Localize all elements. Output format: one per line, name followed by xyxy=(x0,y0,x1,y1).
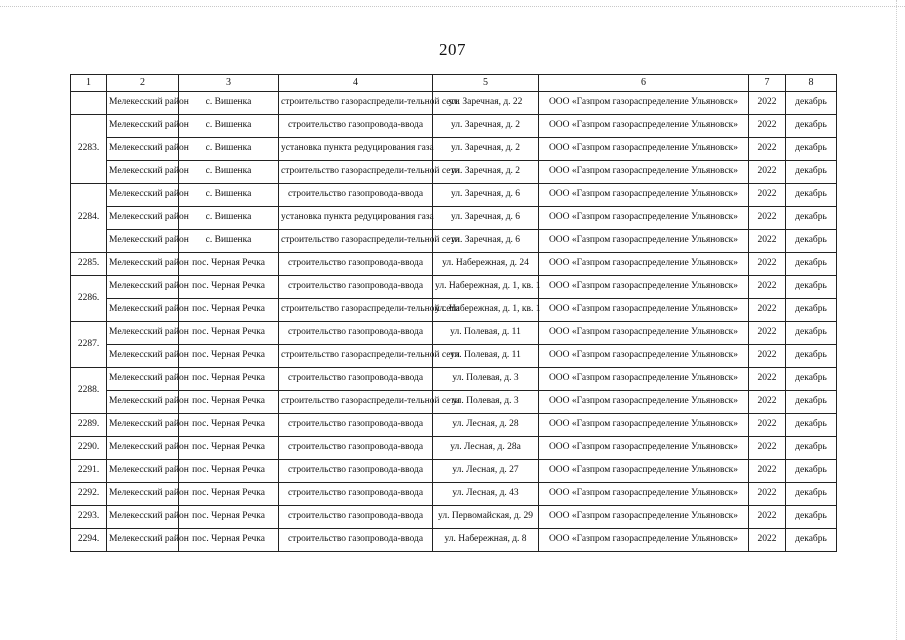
address-cell: ул. Лесная, д. 43 xyxy=(433,483,539,506)
table-row xyxy=(71,276,837,299)
year-cell: 2022 xyxy=(749,506,786,529)
district-cell: Мелекесский район xyxy=(107,207,179,230)
row-number-cell: 2294. xyxy=(71,529,107,552)
gas-works-table xyxy=(70,74,837,552)
operator-cell: ООО «Газпром газораспределение Ульяновск» xyxy=(539,391,749,414)
table-row xyxy=(71,207,837,230)
address-cell: ул. Набережная, д. 8 xyxy=(433,529,539,552)
work-cell: строительство газораспредели-тельной сети xyxy=(279,345,433,368)
address-cell: ул. Полевая, д. 11 xyxy=(433,322,539,345)
locality-cell: с. Вишенка xyxy=(179,115,279,138)
table-row xyxy=(71,368,837,391)
locality-cell: пос. Черная Речка xyxy=(179,322,279,345)
operator-cell: ООО «Газпром газораспределение Ульяновск» xyxy=(539,368,749,391)
operator-cell: ООО «Газпром газораспределение Ульяновск» xyxy=(539,345,749,368)
header-row xyxy=(71,75,837,92)
district-cell: Мелекесский район xyxy=(107,391,179,414)
address-cell: ул. Заречная, д. 2 xyxy=(433,115,539,138)
address-cell: ул. Набережная, д. 1, кв. 1 xyxy=(433,299,539,322)
scan-edge-top xyxy=(0,6,905,7)
month-cell: декабрь xyxy=(786,368,837,391)
work-cell: строительство газопровода-ввода xyxy=(279,368,433,391)
row-number-cell: 2290. xyxy=(71,437,107,460)
table-row xyxy=(71,92,837,115)
work-cell: строительство газораспредели-тельной сети xyxy=(279,391,433,414)
month-cell: декабрь xyxy=(786,138,837,161)
operator-cell: ООО «Газпром газораспределение Ульяновск» xyxy=(539,483,749,506)
locality-cell: с. Вишенка xyxy=(179,138,279,161)
row-number-cell: 2292. xyxy=(71,483,107,506)
locality-cell: с. Вишенка xyxy=(179,207,279,230)
year-cell: 2022 xyxy=(749,414,786,437)
district-cell: Мелекесский район xyxy=(107,345,179,368)
operator-cell: ООО «Газпром газораспределение Ульяновск» xyxy=(539,276,749,299)
month-cell: декабрь xyxy=(786,253,837,276)
table-row xyxy=(71,437,837,460)
operator-cell: ООО «Газпром газораспределение Ульяновск» xyxy=(539,529,749,552)
locality-cell: пос. Черная Речка xyxy=(179,460,279,483)
month-cell: декабрь xyxy=(786,322,837,345)
table-row xyxy=(71,138,837,161)
locality-cell: пос. Черная Речка xyxy=(179,345,279,368)
header-cell-2: 2 xyxy=(107,75,179,92)
work-cell: строительство газораспредели-тельной сети xyxy=(279,161,433,184)
year-cell: 2022 xyxy=(749,230,786,253)
operator-cell: ООО «Газпром газораспределение Ульяновск» xyxy=(539,115,749,138)
month-cell: декабрь xyxy=(786,414,837,437)
month-cell: декабрь xyxy=(786,506,837,529)
work-cell: установка пункта редуцирования газа xyxy=(279,207,433,230)
district-cell: Мелекесский район xyxy=(107,230,179,253)
address-cell: ул. Набережная, д. 24 xyxy=(433,253,539,276)
row-number-cell xyxy=(71,92,107,115)
header-cell-1: 1 xyxy=(71,75,107,92)
address-cell: ул. Первомайская, д. 29 xyxy=(433,506,539,529)
work-cell: строительство газопровода-ввода xyxy=(279,414,433,437)
address-cell: ул. Лесная, д. 28 xyxy=(433,414,539,437)
year-cell: 2022 xyxy=(749,529,786,552)
year-cell: 2022 xyxy=(749,299,786,322)
district-cell: Мелекесский район xyxy=(107,506,179,529)
district-cell: Мелекесский район xyxy=(107,483,179,506)
month-cell: декабрь xyxy=(786,230,837,253)
address-cell: ул. Заречная, д. 22 xyxy=(433,92,539,115)
district-cell: Мелекесский район xyxy=(107,184,179,207)
year-cell: 2022 xyxy=(749,207,786,230)
year-cell: 2022 xyxy=(749,138,786,161)
district-cell: Мелекесский район xyxy=(107,276,179,299)
work-cell: строительство газопровода-ввода xyxy=(279,506,433,529)
operator-cell: ООО «Газпром газораспределение Ульяновск» xyxy=(539,92,749,115)
address-cell: ул. Полевая, д. 11 xyxy=(433,345,539,368)
address-cell: ул. Набережная, д. 1, кв. 1 xyxy=(433,276,539,299)
month-cell: декабрь xyxy=(786,299,837,322)
district-cell: Мелекесский район xyxy=(107,414,179,437)
address-cell: ул. Полевая, д. 3 xyxy=(433,368,539,391)
locality-cell: пос. Черная Речка xyxy=(179,391,279,414)
table-row xyxy=(71,529,837,552)
address-cell: ул. Полевая, д. 3 xyxy=(433,391,539,414)
table-row xyxy=(71,115,837,138)
month-cell: декабрь xyxy=(786,276,837,299)
work-cell: строительство газораспредели-тельной сети xyxy=(279,230,433,253)
locality-cell: с. Вишенка xyxy=(179,184,279,207)
row-number-cell: 2289. xyxy=(71,414,107,437)
table-row xyxy=(71,161,837,184)
year-cell: 2022 xyxy=(749,460,786,483)
district-cell: Мелекесский район xyxy=(107,161,179,184)
month-cell: декабрь xyxy=(786,437,837,460)
table-row xyxy=(71,391,837,414)
row-number-cell: 2293. xyxy=(71,506,107,529)
work-cell: строительство газопровода-ввода xyxy=(279,460,433,483)
month-cell: декабрь xyxy=(786,529,837,552)
year-cell: 2022 xyxy=(749,345,786,368)
table-row xyxy=(71,299,837,322)
year-cell: 2022 xyxy=(749,92,786,115)
work-cell: строительство газопровода-ввода xyxy=(279,529,433,552)
address-cell: ул. Заречная, д. 6 xyxy=(433,184,539,207)
locality-cell: пос. Черная Речка xyxy=(179,506,279,529)
district-cell: Мелекесский район xyxy=(107,299,179,322)
table-row xyxy=(71,345,837,368)
work-cell: строительство газопровода-ввода xyxy=(279,253,433,276)
year-cell: 2022 xyxy=(749,368,786,391)
district-cell: Мелекесский район xyxy=(107,138,179,161)
table-row xyxy=(71,483,837,506)
month-cell: декабрь xyxy=(786,391,837,414)
district-cell: Мелекесский район xyxy=(107,322,179,345)
month-cell: декабрь xyxy=(786,115,837,138)
work-cell: строительство газораспредели-тельной сети xyxy=(279,299,433,322)
district-cell: Мелекесский район xyxy=(107,529,179,552)
locality-cell: с. Вишенка xyxy=(179,161,279,184)
work-cell: установка пункта редуцирования газа xyxy=(279,138,433,161)
year-cell: 2022 xyxy=(749,115,786,138)
table-row xyxy=(71,414,837,437)
month-cell: декабрь xyxy=(786,207,837,230)
row-number-cell: 2286. xyxy=(71,276,107,322)
address-cell: ул. Заречная, д. 2 xyxy=(433,138,539,161)
header-cell-5: 5 xyxy=(433,75,539,92)
locality-cell: пос. Черная Речка xyxy=(179,529,279,552)
district-cell: Мелекесский район xyxy=(107,368,179,391)
table-body xyxy=(71,92,837,552)
district-cell: Мелекесский район xyxy=(107,460,179,483)
year-cell: 2022 xyxy=(749,437,786,460)
district-cell: Мелекесский район xyxy=(107,92,179,115)
locality-cell: пос. Черная Речка xyxy=(179,253,279,276)
operator-cell: ООО «Газпром газораспределение Ульяновск» xyxy=(539,437,749,460)
district-cell: Мелекесский район xyxy=(107,437,179,460)
header-cell-3: 3 xyxy=(179,75,279,92)
operator-cell: ООО «Газпром газораспределение Ульяновск» xyxy=(539,253,749,276)
scan-edge-right xyxy=(896,0,897,640)
locality-cell: пос. Черная Речка xyxy=(179,368,279,391)
operator-cell: ООО «Газпром газораспределение Ульяновск» xyxy=(539,138,749,161)
operator-cell: ООО «Газпром газораспределение Ульяновск» xyxy=(539,414,749,437)
year-cell: 2022 xyxy=(749,184,786,207)
table-row xyxy=(71,253,837,276)
address-cell: ул. Лесная, д. 27 xyxy=(433,460,539,483)
month-cell: декабрь xyxy=(786,161,837,184)
operator-cell: ООО «Газпром газораспределение Ульяновск» xyxy=(539,299,749,322)
year-cell: 2022 xyxy=(749,253,786,276)
row-number-cell: 2283. xyxy=(71,115,107,184)
table-row xyxy=(71,460,837,483)
work-cell: строительство газопровода-ввода xyxy=(279,437,433,460)
row-number-cell: 2291. xyxy=(71,460,107,483)
locality-cell: пос. Черная Речка xyxy=(179,299,279,322)
operator-cell: ООО «Газпром газораспределение Ульяновск» xyxy=(539,322,749,345)
row-number-cell: 2288. xyxy=(71,368,107,414)
locality-cell: пос. Черная Речка xyxy=(179,414,279,437)
month-cell: декабрь xyxy=(786,345,837,368)
work-cell: строительство газораспредели-тельной сети xyxy=(279,92,433,115)
operator-cell: ООО «Газпром газораспределение Ульяновск» xyxy=(539,230,749,253)
header-cell-4: 4 xyxy=(279,75,433,92)
district-cell: Мелекесский район xyxy=(107,115,179,138)
operator-cell: ООО «Газпром газораспределение Ульяновск» xyxy=(539,460,749,483)
locality-cell: с. Вишенка xyxy=(179,92,279,115)
address-cell: ул. Заречная, д. 6 xyxy=(433,230,539,253)
table-row xyxy=(71,230,837,253)
work-cell: строительство газопровода-ввода xyxy=(279,115,433,138)
row-number-cell: 2287. xyxy=(71,322,107,368)
year-cell: 2022 xyxy=(749,483,786,506)
year-cell: 2022 xyxy=(749,276,786,299)
district-cell: Мелекесский район xyxy=(107,253,179,276)
month-cell: декабрь xyxy=(786,483,837,506)
operator-cell: ООО «Газпром газораспределение Ульяновск» xyxy=(539,184,749,207)
table-row xyxy=(71,322,837,345)
header-cell-8: 8 xyxy=(786,75,837,92)
operator-cell: ООО «Газпром газораспределение Ульяновск» xyxy=(539,207,749,230)
year-cell: 2022 xyxy=(749,161,786,184)
locality-cell: пос. Черная Речка xyxy=(179,483,279,506)
month-cell: декабрь xyxy=(786,460,837,483)
row-number-cell: 2284. xyxy=(71,184,107,253)
work-cell: строительство газопровода-ввода xyxy=(279,276,433,299)
header-cell-7: 7 xyxy=(749,75,786,92)
locality-cell: пос. Черная Речка xyxy=(179,276,279,299)
month-cell: декабрь xyxy=(786,92,837,115)
work-cell: строительство газопровода-ввода xyxy=(279,184,433,207)
table-row xyxy=(71,506,837,529)
work-cell: строительство газопровода-ввода xyxy=(279,322,433,345)
header-cell-6: 6 xyxy=(539,75,749,92)
address-cell: ул. Заречная, д. 6 xyxy=(433,207,539,230)
month-cell: декабрь xyxy=(786,184,837,207)
page-number: 207 xyxy=(439,40,466,59)
year-cell: 2022 xyxy=(749,322,786,345)
row-number-cell: 2285. xyxy=(71,253,107,276)
address-cell: ул. Заречная, д. 2 xyxy=(433,161,539,184)
work-cell: строительство газопровода-ввода xyxy=(279,483,433,506)
address-cell: ул. Лесная, д. 28а xyxy=(433,437,539,460)
operator-cell: ООО «Газпром газораспределение Ульяновск» xyxy=(539,161,749,184)
table-row xyxy=(71,184,837,207)
locality-cell: с. Вишенка xyxy=(179,230,279,253)
year-cell: 2022 xyxy=(749,391,786,414)
operator-cell: ООО «Газпром газораспределение Ульяновск» xyxy=(539,506,749,529)
locality-cell: пос. Черная Речка xyxy=(179,437,279,460)
